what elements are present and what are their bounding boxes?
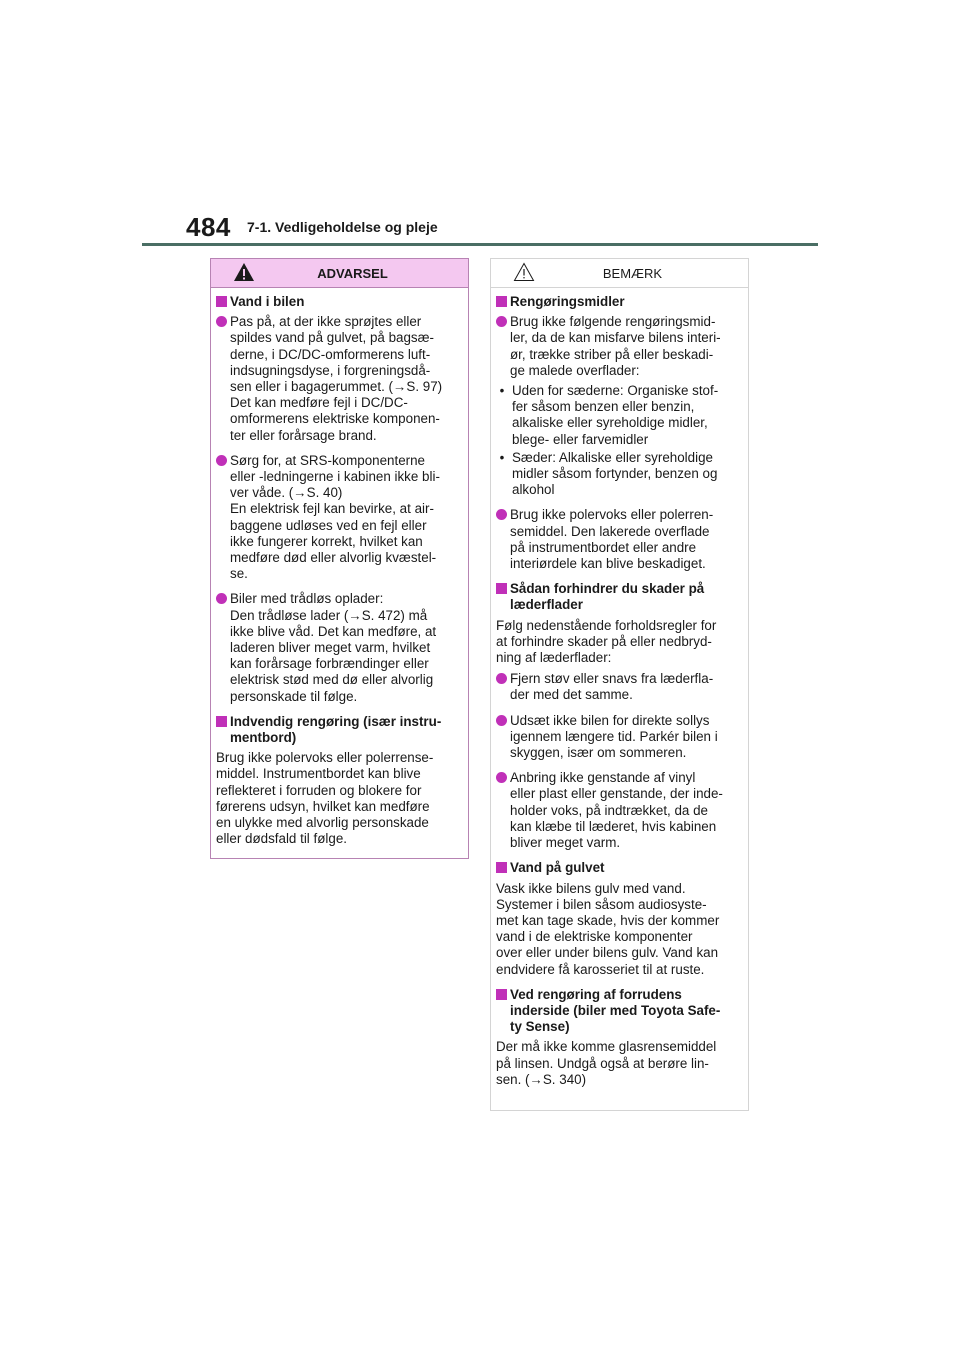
square-bullet-icon [496, 583, 507, 594]
list-item: Anbring ikke genstande af vinyl eller plast eller genstande, der inde- holder voks, på indtrækket, da de kan klæbe til læderet, hvis kabinen bliver meget varm. [496, 770, 743, 851]
caution-triangle-icon [513, 262, 535, 282]
list-item: Pas på, at der ikke sprøjtes eller spildes vand på gulvet, på bagsæ- derne, i DC/DC-omformerens luft- indsugningsdyse, i forgreningsdå- sen eller i bagagerummet. (→S. 97) Det kan medføre fejl i DC/DC- omformerens elektriske komponen- ter eller forårsage brand. [216, 314, 463, 444]
square-bullet-icon [496, 862, 507, 873]
section-heading: Vand i bilen [216, 294, 463, 310]
section-heading: Sådan forhindrer du skader på læderflader [496, 581, 743, 613]
section-heading: Indvendig rengøring (især instru- mentbord) [216, 714, 463, 746]
small-dot-icon: • [499, 383, 505, 399]
sub-list-item: • Uden for sæderne: Organiske stof- fer såsom benzen eller benzin, alkaliske eller syreholdige midler, blege- eller farvemidler [499, 383, 719, 447]
round-bullet-icon [216, 593, 227, 604]
list-item: Brug ikke polervoks eller polerren- semiddel. Den lakerede overflade på instrumentbordet eller andre interiørdele kan blive beskadiget. [496, 507, 743, 572]
page-number: 484 [186, 212, 231, 242]
round-bullet-icon [496, 673, 507, 684]
list-item: Fjern støv eller snavs fra læderfla- der med det samme. [496, 671, 743, 703]
body-text: Vask ikke bilens gulv med vand. Systemer i bilen såsom audiosyste- met kan tage skade, hvis der kommer vand i de elektriske komponenter over eller under bilens gulv. Vand kan endvidere få karosseriet til at ruste. [496, 880, 720, 977]
body-text: Der må ikke komme glasrensemiddel på linsen. Undgå også at berøre lin- sen. (→S. 340) [496, 1039, 717, 1087]
section-heading: Vand på gulvet [496, 860, 743, 876]
square-bullet-icon [496, 989, 507, 1000]
round-bullet-icon [496, 316, 507, 327]
list-item: Brug ikke følgende rengøringsmid- ler, da de kan misfarve bilens interi- ør, trække striber på eller beskadi- ge malede overflader: [496, 314, 743, 379]
round-bullet-icon [216, 455, 227, 466]
round-bullet-icon [496, 772, 507, 783]
section-heading: Ved rengøring af forrudens inderside (biler med Toyota Safe- ty Sense) [496, 987, 743, 1036]
note-box [490, 258, 749, 1111]
header-divider [142, 243, 818, 246]
warning-title: ADVARSEL [317, 265, 388, 281]
body-text: Brug ikke polervoks eller polerrense- middel. Instrumentbordet kan blive reflekteret i forruden og blokere for førerens udsyn, hvilket kan medføre en ulykke med alvorlig personskade eller dødsfald til følge. [216, 750, 434, 847]
square-bullet-icon [496, 296, 507, 307]
section-heading: Rengøringsmidler [496, 294, 743, 310]
chapter-title: 7-1. Vedligeholdelse og pleje [247, 219, 438, 235]
sub-list-item: • Sæder: Alkaliske eller syreholdige midler såsom fortynder, benzen og alkohol [499, 449, 718, 498]
round-bullet-icon [496, 715, 507, 726]
round-bullet-icon [216, 316, 227, 327]
note-title: BEMÆRK [602, 265, 663, 281]
body-text: Følg nedenstående forholdsregler for at forhindre skader på eller nedbryd- ning af læderflader: [496, 617, 717, 666]
round-bullet-icon [496, 509, 507, 520]
warning-header [211, 259, 468, 288]
square-bullet-icon [216, 716, 227, 727]
square-bullet-icon [216, 296, 227, 307]
warning-box [210, 258, 469, 859]
list-item: Sørg for, at SRS-komponenterne eller -ledningerne i kabinen ikke bli- ver våde. (→S. 40) En elektrisk fejl kan bevirke, at air- baggene udløses ved en fejl eller ikke fungerer korrekt, hvilket kan medføre død eller alvorlig kvæstel- se. [216, 453, 463, 583]
note-header [491, 259, 748, 288]
list-item: Biler med trådløs oplader: Den trådløse lader (→S. 472) må ikke blive våd. Det kan medføre, at laderen bliver meget varm, hvilket kan forårsage forbrændinger eller elektrisk stød med dø eller alvorlig personskade til følge. [216, 591, 463, 704]
warning-triangle-icon [233, 262, 255, 282]
small-dot-icon: • [499, 449, 505, 465]
list-item: Udsæt ikke bilen for direkte sollys igennem længere tid. Parkér bilen i skyggen, især om sommeren. [496, 713, 743, 762]
